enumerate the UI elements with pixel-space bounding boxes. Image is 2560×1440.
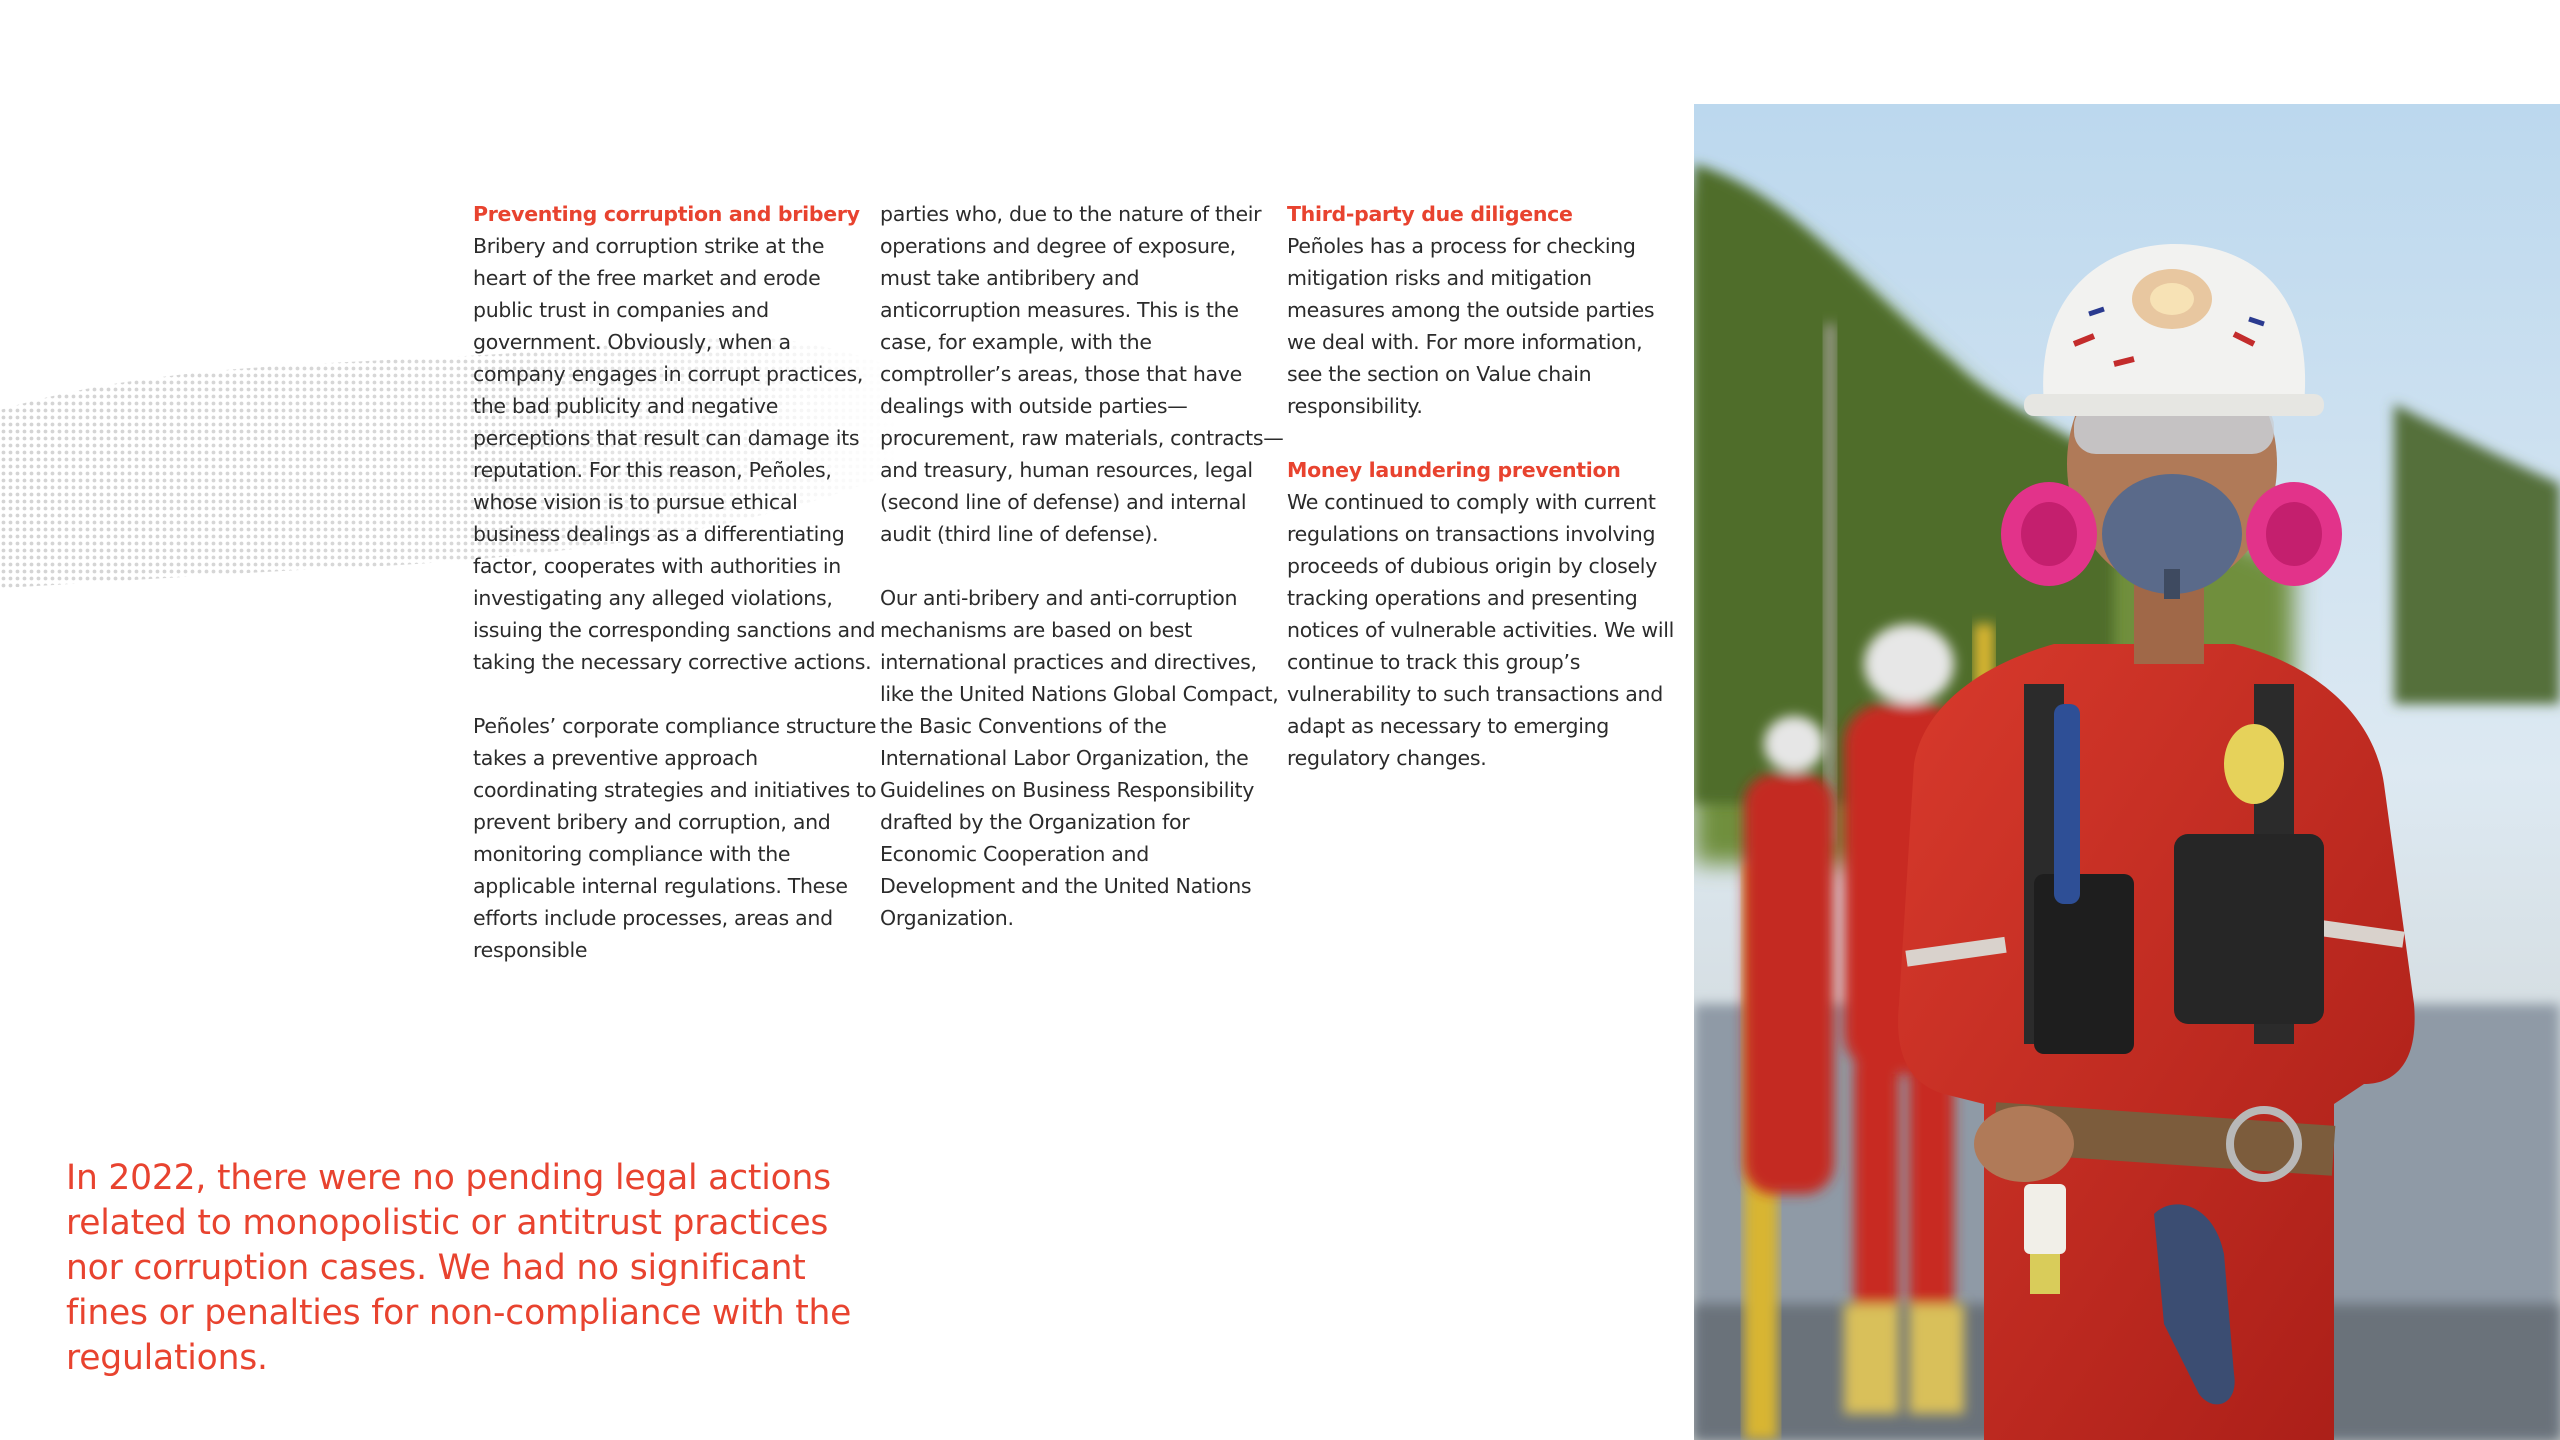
paragraph: Our anti-bribery and anti-corruption mechanisms are based on best international practices and directives, like the United Nations Global Compact, the Basic Conventions of the International Labor Organization, the Guidelines on Business Responsibility drafted by the Organization for Economic Cooperation and Development and the United Nations Organization.	[880, 586, 1279, 930]
paragraph: Bribery and corruption strike at the heart of the free market and erode public trust in companies and government. Obviously, when a company engages in corrupt practices, the bad publicity and negative perceptions that result can damage its reputation. For this reason, Peñoles, whose vision is to pursue ethical business dealings as a differentiating factor, cooperates with authorities in investigating any alleged violations, issuing the corresponding sanctions and taking the necessary corrective actions.	[473, 234, 876, 674]
section-heading-money-laundering: Money laundering prevention	[1287, 458, 1621, 482]
text-column-1	[473, 198, 878, 966]
paragraph: We continued to comply with current regulations on transactions involving proceeds of dubious origin by closely tracking operations and presenting notices of vulnerable activities. We will continue to track this group’s vulnerability to such transactions and adapt as necessary to emerging regulatory changes.	[1287, 490, 1675, 770]
section-heading-third-party: Third-party due diligence	[1287, 202, 1573, 226]
miner-illustration	[1694, 104, 2560, 1440]
paragraph: parties who, due to the nature of their operations and degree of exposure, must take antibribery and anticorruption measures. This is the case, for example, with the comptroller’s areas, those that have dealings with outside parties—procurement, raw materials, contracts—and treasury, human resources, legal (second line of defense) and internal audit (third line of defense).	[880, 202, 1284, 546]
miners-photo	[1694, 104, 2560, 1440]
highlight-callout: In 2022, there were no pending legal actions related to monopolistic or antitrust practices nor corruption cases. We had no significant fines or penalties for non-compliance with the regulations.	[66, 1158, 852, 1378]
paragraph: Peñoles has a process for checking mitigation risks and mitigation measures among the outside parties we deal with. For more information, see the section on Value chain responsibility.	[1287, 234, 1655, 418]
section-heading-corruption: Preventing corruption and bribery	[473, 202, 860, 226]
text-column-3	[1287, 198, 1682, 774]
text-column-2	[880, 198, 1285, 934]
paragraph: Peñoles’ corporate compliance structure takes a preventive approach coordinating strategies and initiatives to prevent bribery and corruption, and monitoring compliance with the applicable internal regulations. These efforts include processes, areas and responsible	[473, 714, 877, 962]
